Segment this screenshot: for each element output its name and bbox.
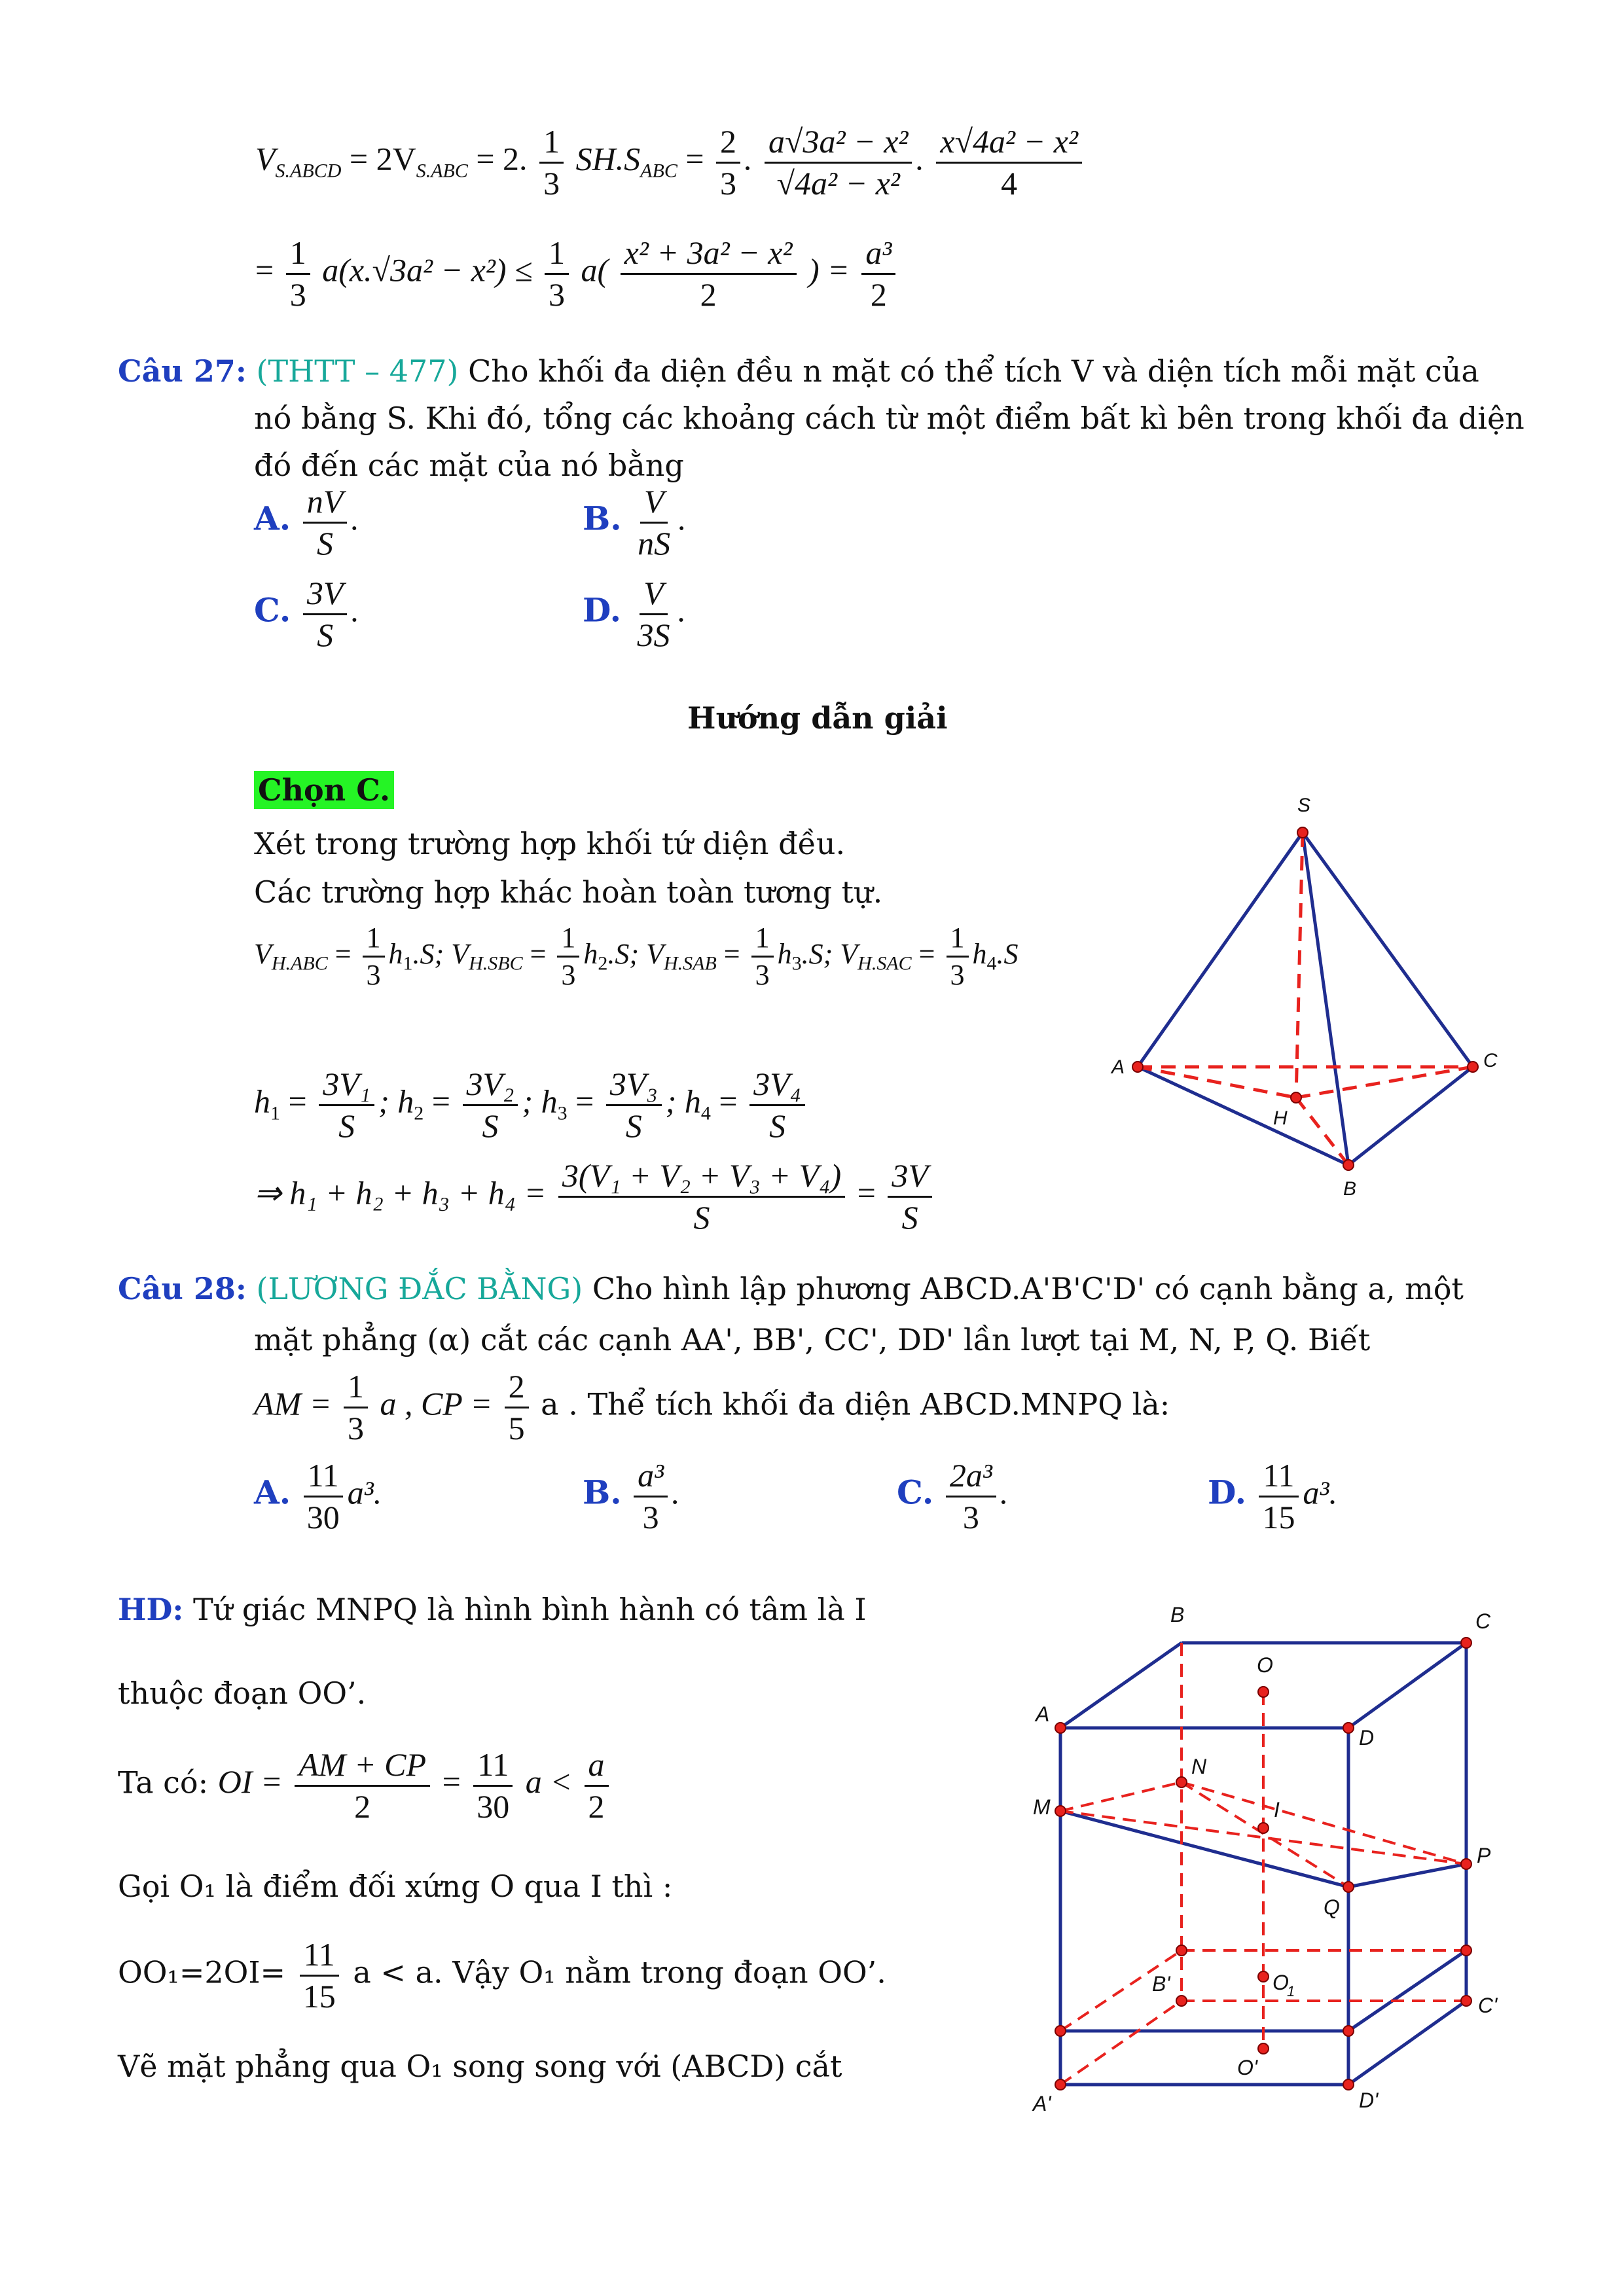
point-d [1343,1723,1354,1733]
label-o1-sub: 1 [1287,1983,1295,2000]
edge-dc [1348,1643,1466,1728]
point-o [1258,1687,1269,1697]
point-n [1176,1777,1187,1787]
q28-hd-line1: HD: Tứ giác MNPQ là hình bình hành có tâm là I [118,1592,867,1627]
point-c [1461,1638,1471,1648]
q27-line2: nó bằng S. Khi đó, tổng các khoảng cách từ một điểm bất kì bên trong khối đa diện [254,401,1525,436]
q28-option-b: B. $\frac{\text{a³}}{3}$ . [583,1457,680,1535]
point-o1 [1258,1971,1269,1982]
point-section-d [1343,2026,1354,2036]
label-o: O [1257,1653,1273,1677]
label-ap: A' [1033,2092,1051,2115]
diagonal-nq [1182,1782,1348,1887]
point-section-b [1176,1945,1187,1956]
top-formula-line1: $V_{S.ABCD} = 2V_{S.ABC} = 2$. $\frac{1}{3}$ $SH.S_{ABC}$ = $\frac{2}{3}$ . $\frac{\text{a√3a² − x²}}{\text{√4a² − x²}}$ . $\frac{\text{x√4a² − x²}}{4}$ [255,124,1086,200]
q27-sol-line2: Các trường hợp khác hoàn toàn tương tự. [254,874,883,910]
q27-line1: Câu 27: (THTT – 477) Cho khối đa diện đều n mặt có thể tích V và diện tích mỗi mặt của [118,353,1479,389]
cube-figure [1021,1597,1519,2127]
label-s: S [1297,795,1311,816]
label-m: M [1033,1795,1051,1819]
point-section-c [1461,1945,1471,1956]
point-cp [1461,1996,1471,2006]
top-formula-line2: = $\frac{1}{3}$ a(x.√3a² − x²) ≤ $\frac{1}{3}$ a( $\frac{\text{x² + 3a² − x²}}{2}$ ) = $\frac{\text{a³}}{2}$ [255,236,899,312]
point-p [1461,1859,1471,1869]
q28-hd-line6: Vẽ mặt phẳng qua O₁ song song với (ABCD) cắt [118,2049,842,2084]
label-bp: B' [1152,1972,1170,1996]
q27-solution-heading: Hướng dẫn giải [687,700,948,736]
q27-option-d: D. $\frac{V}{3S}$ . [583,575,686,653]
label-p: P [1477,1844,1491,1867]
label-n: N [1191,1755,1207,1778]
tetrahedron-figure [1087,779,1532,1211]
edge-sa [1138,833,1303,1067]
edge-cb [1348,1067,1473,1165]
point-ap [1055,2079,1066,2090]
q27-sol-line1: Xét trong trường hợp khối tứ diện đều. [254,826,846,861]
q27-line3: đó đến các mặt của nó bằng [254,448,684,483]
label-dp: D' [1359,2089,1379,2112]
label-op: O' [1237,2056,1257,2079]
edge-apbp-hidden [1060,2001,1182,2085]
point-h [1291,1092,1301,1103]
q28-option-c: C. $\frac{\text{2a³}}{3}$ . [897,1457,1009,1535]
point-i [1258,1823,1269,1833]
edge-sb [1303,833,1348,1165]
label-h: H [1273,1107,1288,1129]
q28-option-d: D. $\frac{11}{15}$ a³. [1208,1457,1337,1535]
segment-ch [1296,1067,1473,1098]
edge-ab [1060,1643,1182,1728]
q28-line2: mặt phẳng (α) cắt các cạnh AA', BB', CC', DD' lần lượt tại M, N, P, Q. Biết [254,1322,1371,1357]
label-d: D [1359,1726,1375,1749]
edge-mn [1060,1782,1182,1811]
point-b [1343,1160,1354,1170]
q28-hd-line2: thuộc đoạn OO’. [118,1676,367,1711]
q27-volume-line: $V_{H.ABC}$ = $\frac{1}{3}$ $h_1.S$; $V_{H.SBC}$ = $\frac{1}{3}$ $h_2.S$; $V_{H.SAB}$ = $\frac{1}{3}$ $h_3.S$; $V_{H.SAC}$ = $\frac{1}{3}$ $h_4.S$ [254,922,1019,992]
label-cp: C' [1478,1994,1498,2017]
edge-mq [1060,1811,1348,1887]
edge-np [1182,1782,1466,1864]
label-b: B [1343,1178,1357,1200]
label-c: C [1483,1050,1498,1071]
section-right [1348,1950,1466,2031]
q28-line3: AM = $\frac{1}{3}$ a , CP = $\frac{2}{5}$ a . Thể tích khối đa diện ABCD.MNPQ là: [254,1368,1170,1446]
edge-ab [1138,1067,1348,1165]
label-a: A [1111,1056,1125,1078]
point-s [1297,827,1308,838]
label-c: C [1475,1609,1491,1633]
label-b: B [1170,1603,1185,1626]
point-op [1258,2043,1269,2054]
point-section-a [1055,2026,1066,2036]
q28-line1: Câu 28: (LƯƠNG ĐẮC BẰNG) Cho hình lập phương ABCD.A'B'C'D' có cạnh bằng a, một [118,1271,1464,1306]
label-i: I [1274,1798,1280,1821]
q28-option-a: A. $\frac{11}{30}$ a³. [254,1457,382,1535]
edge-sc [1303,833,1473,1067]
q27-option-c: C. $\frac{3V}{S}$ . [254,575,359,653]
q28-hd-line4: Gọi O₁ là điểm đối xứng O qua I thì : [118,1869,673,1904]
q27-option-a: A. $\frac{nV}{S}$ . [254,483,359,562]
point-bp [1176,1996,1187,2006]
point-dp [1343,2079,1354,2090]
point-c [1468,1062,1478,1072]
point-q [1343,1882,1354,1892]
q27-sum-line: ⇒ h₁ + h₂ + h₃ + h₄ = $\frac{\text{3(V₁ + V₂ + V₃ + V₄)}}{S}$ = $\frac{3V}{S}$ [254,1158,936,1234]
edge-qp [1348,1864,1466,1887]
label-o1: O [1272,1971,1289,1994]
q28-hd-line3: Ta có: OI = $\frac{AM + CP}{2}$ = $\frac{11}{30}$ a < $\frac{a}{2}$ [118,1748,613,1823]
edge-dpcp [1348,2001,1466,2085]
label-a: A [1036,1702,1050,1726]
q27-option-b: B. $\frac{V}{nS}$ . [583,483,687,562]
point-a [1132,1062,1143,1072]
q27-h-line: $h_1$ = $\frac{\text{3V₁}}{S}$ ; $h_2$ = $\frac{\text{3V₂}}{S}$ ; $h_3$ = $\frac{\text{3V₃}}{S}$ ; $h_4$ = $\frac{\text{3V₄}}{S}$ [254,1067,809,1143]
point-m [1055,1806,1066,1816]
point-a [1055,1723,1066,1733]
height-sh [1296,833,1303,1098]
segment-ah [1138,1067,1296,1098]
q28-hd-line5: OO₁=2OI= $\frac{11}{15}$ a < a. Vậy O₁ nằm trong đoạn OO’. [118,1936,886,2015]
q27-answer: Chọn C. [254,772,394,808]
label-q: Q [1324,1895,1340,1919]
